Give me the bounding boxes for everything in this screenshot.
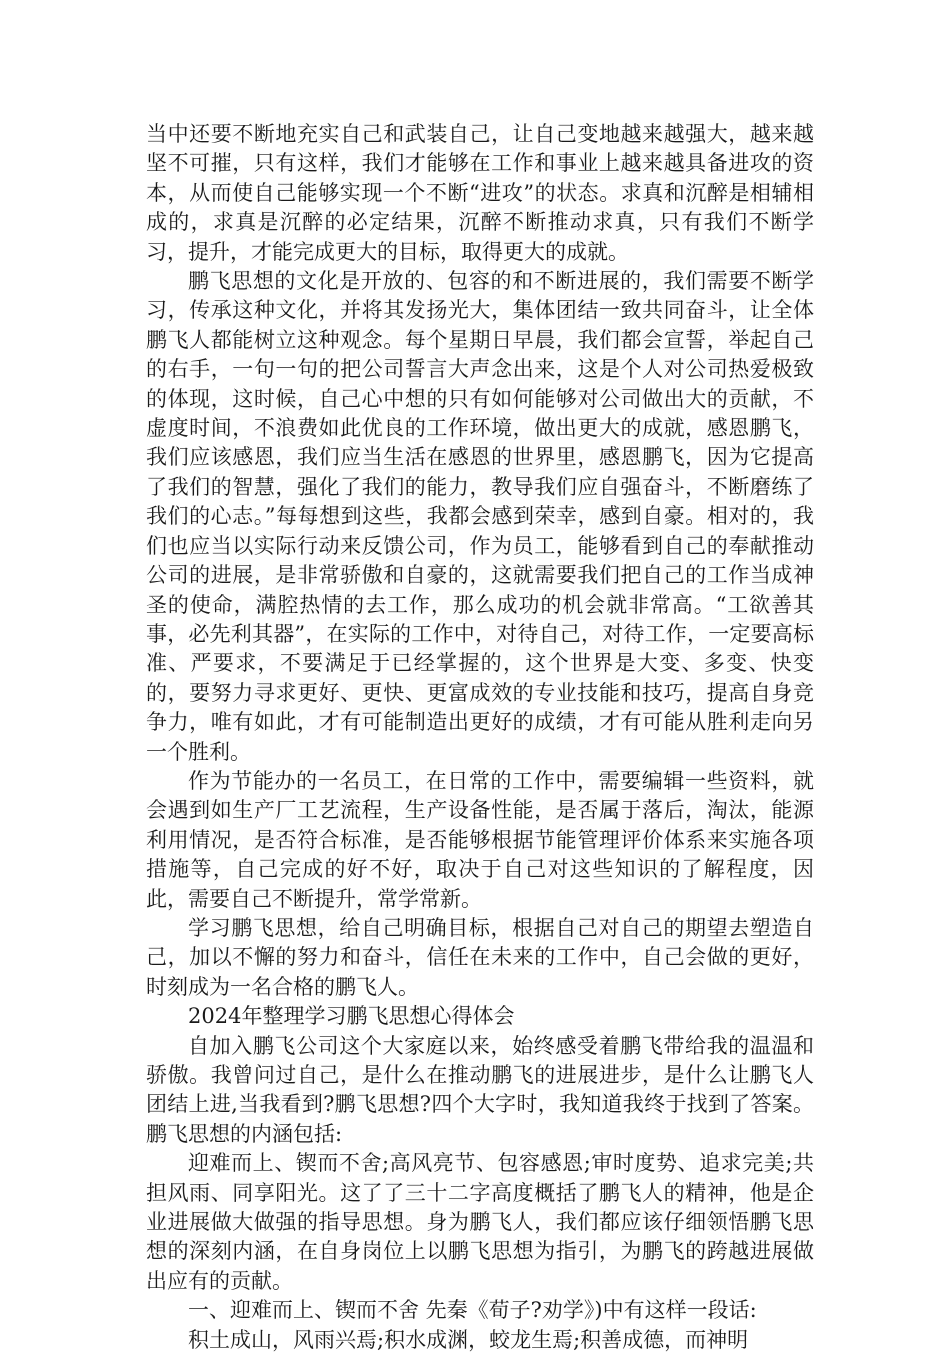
paragraph-6: 迎难而上、锲而不舍;高风亮节、包容感恩;审时度势、追求完美;共担风雨、同享阳光。这了了三十二字高度概括了鹏飞人的精神，他是企业进展做大做强的指导思想。身为鹏飞人，我们都应该仔细领悟鹏飞思想的深刻内涵，在自身岗位上以鹏飞思想为指引，为鹏飞的跨越进展做出应有的贡献。 [146,1151,814,1293]
paragraph-3: 作为节能办的一名员工，在日常的工作中，需要编辑一些资料，就会遇到如生产厂工艺流程，生产设备性能，是否属于落后，淘汰，能源利用情况，是否符合标准，是否能够根据节能管理评价体系来实施各项措施等，自己完成的好不好，取决于自己对这些知识的了解程度，因此，需要自己不断提升，常学常新。 [146,768,814,911]
section-title: 2024年整理学习鹏飞思想心得体会 [188,1004,515,1029]
document-page [146,120,814,1355]
paragraph-2: 鹏飞思想的文化是开放的、包容的和不断进展的，我们需要不断学习，传承这种文化，并将其发扬光大，集体团结一致共同奋斗，让全体鹏飞人都能树立这种观念。每个星期日早晨，我们都会宣誓，举起自己的右手，一句一句的把公司誓言大声念出来，这是个人对公司热爱极致的体现，这时候，自己心中想的只有如何能够对公司做出大的贡献，不虚度时间，不浪费如此优良的工作环境，做出更大的成就，感恩鹏飞，我们应该感恩，我们应当生活在感恩的世界里，感恩鹏飞，因为它提高了我们的智慧，强化了我们的能力，教导我们应自强奋斗，不断磨练了我们的心志。”每每想到这些，我都会感到荣幸，感到自豪。相对的，我们也应当以实际行动来反馈公司，作为员工，能够看到自己的奉献推动公司的进展，是非常骄傲和自豪的，这就需要我们把自己的工作当成神圣的使命，满腔热情的去工作，那么成功的机会就非常高。“工欲善其事，必先利其器”，在实际的工作中，对待自己，对待工作，一定要高标准、严要求，不要满足于已经掌握的，这个世界是大变、多变、快变的，要努力寻求更好、更快、更富成效的专业技能和技巧，提高自身竞争力，唯有如此，才有可能制造出更好的成绩，才有可能从胜利走向另一个胜利。 [146,269,814,764]
paragraph-8: 积土成山，风雨兴焉;积水成渊，蛟龙生焉;积善成德，而神明 [188,1327,749,1352]
paragraph-4: 学习鹏飞思想，给自己明确目标，根据自己对自己的期望去塑造自己，加以不懈的努力和奋斗，信任在未来的工作中，自己会做的更好，时刻成为一名合格的鹏飞人。 [146,915,814,999]
paragraph-7: 一、迎难而上、锲而不舍 先秦《荀子?劝学》)中有这样一段话: [188,1298,757,1323]
paragraph-1: 当中还要不断地充实自己和武装自己，让自己变地越来越强大，越来越坚不可摧，只有这样，我们才能够在工作和事业上越来越具备进攻的资本，从而使自己能够实现一个不断“进攻”的状态。求真和沉醉是相辅相成的，求真是沉醉的必定结果，沉醉不断推动求真，只有我们不断学习，提升，才能完成更大的目标，取得更大的成就。 [146,122,814,264]
paragraph-5: 自加入鹏飞公司这个大家庭以来，始终感受着鹏飞带给我的温温和骄傲。我曾问过自己，是什么在推动鹏飞的进展进步，是什么让鹏飞人团结上进,当我看到?鹏飞思想?四个大字时，我知道我终于找到了答案。鹏飞思想的内涵包括: [146,1033,814,1146]
